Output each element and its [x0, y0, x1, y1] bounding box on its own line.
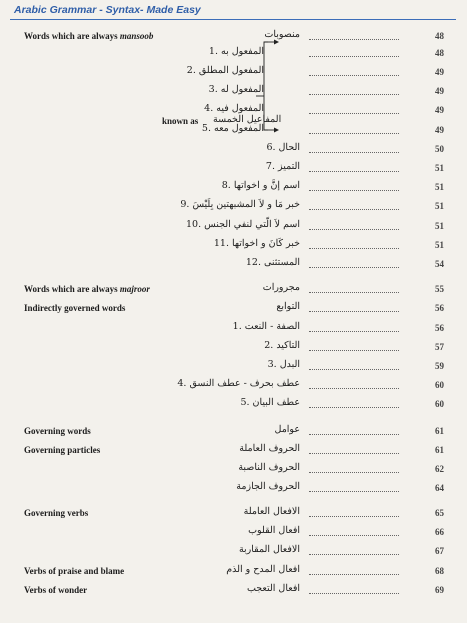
toc-english-heading: Governing words: [24, 426, 91, 436]
toc-dot-leader: [309, 369, 399, 370]
toc-row: [24, 524, 444, 543]
toc-arabic-term: المفعول له .3: [208, 84, 264, 95]
toc-row: [24, 563, 444, 582]
header-title: Arabic Grammar - Syntax- Made Easy: [14, 4, 201, 16]
toc-row: [24, 300, 444, 319]
toc-arabic-term: الحال .6: [266, 142, 300, 153]
toc-row: [24, 179, 444, 198]
toc-arabic-term: افعال المدح و الذم: [226, 564, 300, 575]
toc-row: [24, 505, 444, 524]
toc-dot-leader: [309, 133, 399, 134]
toc-row: [24, 102, 444, 121]
toc-arabic-term: التوابع: [276, 301, 300, 312]
toc-arabic-term: عطف بحرف - عطف النسق .4: [177, 378, 300, 389]
header-rule: [10, 19, 456, 20]
toc-page-number: 51: [435, 182, 444, 192]
toc-row: [24, 45, 444, 64]
toc-arabic-term: الحروف الناصبة: [238, 462, 300, 473]
toc-dot-leader: [309, 113, 399, 114]
toc-row: [24, 358, 444, 377]
toc-page-number: 51: [435, 240, 444, 250]
toc-arabic-term: المفعول المطلق .2: [186, 65, 264, 76]
toc-page-number: 51: [435, 163, 444, 173]
toc-page-number: 59: [435, 361, 444, 371]
toc-arabic-term: اسم لاَ الّتي لنفي الجنس .10: [185, 219, 300, 230]
toc-arabic-term: التاكيد .2: [264, 340, 300, 351]
toc-page-number: 49: [435, 86, 444, 96]
toc-dot-leader: [309, 350, 399, 351]
toc-arabic-term: عطف البيان .5: [240, 397, 300, 408]
toc-row: [24, 396, 444, 415]
toc-english-heading: Verbs of wonder: [24, 585, 88, 595]
toc-row: [24, 237, 444, 256]
toc-dot-leader: [309, 248, 399, 249]
toc-page-number: 49: [435, 105, 444, 115]
toc-dot-leader: [309, 574, 399, 575]
toc-dot-leader: [309, 209, 399, 210]
toc-page-number: 54: [435, 259, 444, 269]
toc-row: [24, 141, 444, 160]
page-header: [0, 0, 467, 22]
toc-dot-leader: [309, 152, 399, 153]
toc-page-number: 49: [435, 125, 444, 135]
toc-arabic-term: خبر كَانَ و اخواتها .11: [213, 238, 300, 249]
toc-page-number: 66: [435, 527, 444, 537]
toc-page-number: 55: [435, 284, 444, 294]
toc-dot-leader: [309, 407, 399, 408]
toc-dot-leader: [309, 190, 399, 191]
toc-page-number: 51: [435, 201, 444, 211]
toc-dot-leader: [309, 75, 399, 76]
toc-arabic-term: المفعول معه .5: [201, 123, 264, 134]
toc-arabic-term: الحروف الجازمة: [236, 481, 300, 492]
toc-row: [24, 256, 444, 275]
toc-english-heading: Verbs of praise and blame: [24, 566, 125, 576]
toc-row: [24, 339, 444, 358]
toc-english-heading: Words which are always majroor: [24, 284, 150, 294]
toc-row: [24, 442, 444, 461]
known-as-label: known as: [162, 116, 199, 126]
toc-arabic-term: مجرورات: [262, 282, 300, 293]
toc-row: [24, 122, 444, 141]
toc-dot-leader: [309, 94, 399, 95]
toc-page-number: 62: [435, 464, 444, 474]
toc-page-number: 50: [435, 144, 444, 154]
toc-page-number: 69: [435, 585, 444, 595]
toc-dot-leader: [309, 453, 399, 454]
toc-page-number: 61: [435, 426, 444, 436]
toc-page-number: 56: [435, 323, 444, 333]
toc-page-number: 61: [435, 445, 444, 455]
toc-page-number: 65: [435, 508, 444, 518]
toc-page-number: 48: [435, 31, 444, 41]
toc-page-number: 60: [435, 380, 444, 390]
toc-page-number: 56: [435, 303, 444, 313]
toc-dot-leader: [309, 491, 399, 492]
toc-row: [24, 461, 444, 480]
toc-dot-leader: [309, 229, 399, 230]
toc-dot-leader: [309, 311, 399, 312]
toc-row: [24, 377, 444, 396]
toc-english-heading: Indirectly governed words: [24, 303, 126, 313]
toc-arabic-term: الصفة - النعت .1: [232, 321, 300, 332]
toc-dot-leader: [309, 434, 399, 435]
toc-dot-leader: [309, 593, 399, 594]
toc-row: [24, 423, 444, 442]
toc-dot-leader: [309, 535, 399, 536]
toc-english-heading: Governing particles: [24, 445, 101, 455]
toc-english-heading: Words which are always mansoob: [24, 31, 154, 41]
toc-page-number: 51: [435, 221, 444, 231]
toc-arabic-term: افعال القلوب: [248, 525, 300, 536]
toc-arabic-term: افعال التعجب: [246, 583, 300, 594]
toc-english-heading: Governing verbs: [24, 508, 89, 518]
toc-page-number: 48: [435, 48, 444, 58]
toc-row: [24, 218, 444, 237]
toc-page-number: 49: [435, 67, 444, 77]
toc-arabic-term: الافعال المقاربة: [238, 544, 300, 555]
toc-arabic-term: عوامل: [274, 424, 300, 435]
toc-dot-leader: [309, 554, 399, 555]
toc-arabic-term: الحروف العاملة: [239, 443, 300, 454]
toc-row: [24, 320, 444, 339]
toc-dot-leader: [309, 267, 399, 268]
toc-page-number: 64: [435, 483, 444, 493]
toc-dot-leader: [309, 292, 399, 293]
toc-arabic-term: خبر مَا و لاَ المشبهتين بِلَيْسَ .9: [180, 199, 300, 210]
toc-dot-leader: [309, 171, 399, 172]
toc-dot-leader: [309, 331, 399, 332]
toc-dot-leader: [309, 56, 399, 57]
toc-page-number: 57: [435, 342, 444, 352]
toc-arabic-term: التميز .7: [265, 161, 300, 172]
toc-dot-leader: [309, 39, 399, 40]
toc-row: [24, 64, 444, 83]
toc-row: [24, 281, 444, 300]
toc-page-number: 68: [435, 566, 444, 576]
toc-arabic-term: اسم إنَّ و اخواتها .8: [221, 180, 300, 191]
toc-arabic-term: المفعول به .1: [208, 46, 264, 57]
toc-row: [24, 160, 444, 179]
known-as-arabic: المفاعيل الخمسة: [213, 114, 282, 125]
toc-row: [24, 582, 444, 601]
toc-page-number: 67: [435, 546, 444, 556]
toc-dot-leader: [309, 516, 399, 517]
toc-arabic-term: منصوبات: [264, 29, 300, 40]
toc-arabic-term: البدل .3: [267, 359, 300, 370]
toc-arabic-term: الافعال العاملة: [243, 506, 300, 517]
toc-arabic-term: المفعول فيه .4: [204, 103, 264, 114]
toc-page-number: 60: [435, 399, 444, 409]
toc-row: [24, 83, 444, 102]
table-of-contents: [24, 24, 444, 609]
toc-dot-leader: [309, 388, 399, 389]
toc-dot-leader: [309, 472, 399, 473]
toc-row: [24, 480, 444, 499]
toc-arabic-term: المستثنى .12: [245, 257, 300, 268]
toc-row: [24, 543, 444, 562]
toc-row: [24, 198, 444, 217]
